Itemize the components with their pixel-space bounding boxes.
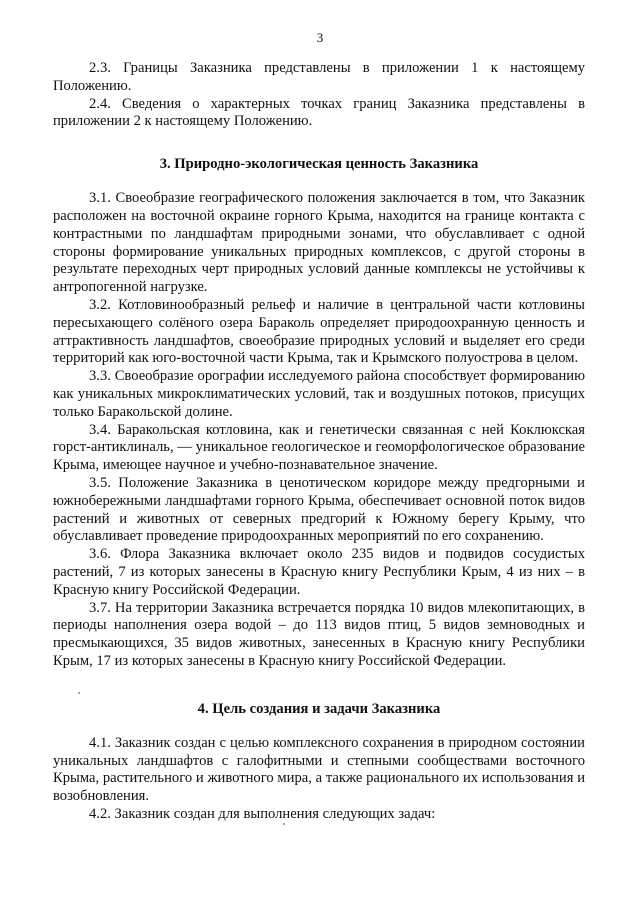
- paragraph-4-1: 4.1. Заказник создан с целью комплексного сохранения в природном состоянии уникальных ландшафтов с галофитными и степными сообществами восточного Крыма, растительного и животного мира, а также рационального их использования и возобновления.: [53, 734, 585, 805]
- paragraph-3-3: 3.3. Своеобразие орографии исследуемого района способствует формированию как уникальных микроклиматических условий, так и воздушных потоков, присущих только Баракольской долине.: [53, 368, 585, 420]
- paragraph-2-4: 2.4. Сведения о характерных точках границ Заказника представлены в приложении 2 к настоящему Положению.: [53, 95, 585, 130]
- paragraph-3-1: 3.1. Своеобразие географического положения заключается в том, что Заказник расположен на восточной окраине горного Крыма, находится на границе контакта с контрастными по ландшафтам природными зонами, что обуславливает с одной стороны формирование уникальных природных комплексов, с другой стороны в результате переходных черт природных условий данные комплексы не устойчивы к антропогенной нагрузке.: [53, 190, 585, 296]
- section-3-heading: 3. Природно-экологическая ценность Заказника: [159, 156, 479, 173]
- paragraph-3-5: 3.5. Положение Заказника в ценотическом коридоре между предгорными и южнобережными ландшафтами горного Крыма, обеспечивает основной поток видов растений и животных от северных предгорий к Южному берегу Крыму, что обуславливает проведение природоохранных мероприятий по его сохранению.: [53, 474, 585, 545]
- scan-speck: [283, 823, 285, 825]
- paragraph-3-7: 3.7. На территории Заказника встречается порядка 10 видов млекопитающих, в периоды наполнения озера водой – до 113 видов птиц, 5 видов земноводных и пресмыкающихся, 35 видов животных, занесенных в Красную книгу Республики Крым, 17 из которых занесены в Красную книгу Российской Федерации.: [53, 599, 585, 669]
- paragraph-2-3: 2.3. Границы Заказника представлены в приложении 1 к настоящему Положению.: [53, 60, 585, 94]
- paragraph-3-6: 3.6. Флора Заказника включает около 235 видов и подвидов сосудистых растений, 7 из которых занесены в Красную книгу Республики Крым, 4 из них – в Красную книгу Российской Федерации.: [53, 546, 585, 598]
- paragraph-4-2: 4.2. Заказник создан для выполнения следующих задач:: [89, 805, 436, 822]
- page-number: 3: [316, 30, 324, 45]
- section-4-heading: 4. Цель создания и задачи Заказника: [197, 700, 441, 717]
- paragraph-3-4: 3.4. Баракольская котловина, как и генетически связанная с ней Коклюкская горст-антиклиналь, — уникальное геологическое и геоморфологическое образование Крыма, имеющее научное и учебно-познавательное значение.: [53, 421, 585, 474]
- paragraph-3-2: 3.2. Котловинообразный рельеф и наличие в центральной части котловины пересыхающего солёного озера Бараколь определяет природоохранную ценность и аттрактивность ландшафтов, своеобразие природных условий и выделяет его среди территорий как юго-восточной части Крыма, так и Крымского полуострова в целом.: [53, 296, 585, 367]
- scan-speck: [78, 692, 80, 694]
- document-body: [53, 60, 585, 824]
